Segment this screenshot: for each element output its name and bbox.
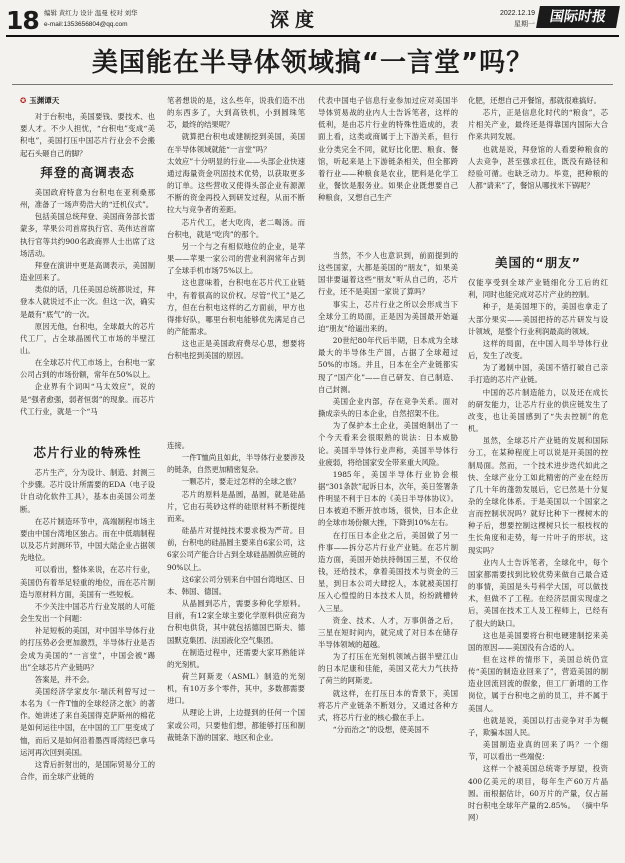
article-paragraph: 在芯片制造环节中，高端制程市场主要由中国台湾地区独占。而在中低端制程以及芯片封测环节，中国大陆企业占据领先地位。 [20,516,155,563]
publication-weekday: 星期一 [514,21,535,28]
article-paragraph: 虽然，全球芯片产业链的发展和国际分工，在某种程度上可以说是开美国的控制局面。然而，一个技术进步迭代如此之快、全球产业分工如此精密的产业在经历了几十年的蓬勃发展后，它已然是十分复杂的全球化体系。于是美国以一个国家之言而控制状况吗？就好比种下一棵树木的种子后，想要控制这棵树只长一根枝杈的生长角度和走势，每一片叶子的形状，这现实吗？ [468,436,608,555]
article-paragraph: 当然，不少人也意识到，前面提到的这些国家，大都是美国的“朋友”，如果美国非要逼着这些“朋友”听从自己的，芯片行业，还不是美国一家说了算吗？ [318,251,458,297]
article-paragraph: 包括美国总统拜登、美国商务部长雷蒙多，苹果公司首席执行官、英伟达首席执行官等共约900名政商界人士出席了这场活动。 [20,212,155,258]
article-paragraph: 这背后折射出的，是国际贸易分工的合作，而全球产业链的 [20,759,155,782]
article-paragraph: 企业界有个词叫“马太效应”，说的是“强者愈强，弱者恒弱”的现象。而芯片代工行业，就是一个“马 [20,382,155,416]
article-column-2 [167,95,305,435]
newspaper-logo: 国际时报 [536,6,620,28]
article-paragraph: 美国经济学家皮尔·瑞沃利曾写过一本名为《一件T恤的全球经济之旅》的著作。她讲述了来自美国得克萨斯州的棉花是如何运往中国，在中国的工厂里变成了恤，而后又是如何沿着墨西哥湾经巴拿马运河再次回到美国。 [20,686,155,757]
article-paragraph: 硅晶片对提纯技术要求极为严苛。目前，台积电的硅晶圆主要来自6家公司，这6家公司产能合计占到全球硅晶圆供应链的90%以上。 [167,526,305,572]
article-paragraph: 事实上，芯片行业之所以会形成当下全球分工的局面，正是因为美国最开始逼迫“朋友”给逼出来的。 [318,299,458,333]
article-paragraph: 业内人士告诉笔者，全球化中，每个国家都需要找到比较优势来做自己最合适的事情，美国是头号科学大国，可以做技术，但做不了工程。在经济层面实现虚之后，美国在技术工人及工程师上，已经有了很大的缺口。 [468,557,608,628]
article-paragraph: 种子，是美国埋下的，美国也拿走了大部分果实——美国把持的芯片研发与设计领域，是整个行业利润最高的领域。 [468,302,608,336]
article-column-3 [318,95,458,235]
article-paragraph: 在打压日本企业之后，美国做了另一件事——拆分芯片行业产业链。在芯片制造方面，美国开始扶持韩国三星，不仅给钱，还给技术，拿着美国技术与资金的三星，到日本公司大肆挖人，本就被美国打压入心惶惶的日本技术人员，纷纷跳槽转入三星。 [318,530,458,613]
section-title: 深度 [270,9,321,31]
article-paragraph: 不少关注中国芯片行业发展的人可能会生发出一个问题： [20,601,155,624]
article-paragraph: 在全球芯片代工市场上，台积电一家公司占到的市场份额，常年在50%以上。 [20,358,155,380]
article-paragraph: 20世纪80年代后半期，日本成为全球最大的半导体生产国，占据了全球超过50%的市场。并且，日本在全产业链都实现了“国产化”——自己研发、自己制造、自己封测。 [318,336,458,394]
article-paragraph: 资金、技术、人才，万事俱备之后，三星在短时间内，就完成了对日本在储存半导体领域的超越。 [318,615,458,649]
article-paragraph: 美国政府特意为台积电在亚利桑那州，准备了一场声势浩大的“迁机仪式”。 [20,187,155,210]
article-paragraph: 也就是说，拜登馆的人看要种粮食的人去竞争，甚至强求扛住，既没有路径和经验可循。也缺乏动力。毕竟，把种粮的人都“请来”了，餐馆从哪找米下锅呢？ [468,144,608,191]
editor-credits-names: 编辑 黄红力 设计 温曼 校对 刘华 [44,10,138,17]
editor-credits [44,8,138,30]
section-subheading: 拜登的高调表态 [40,164,135,180]
article-paragraph: 一件T恤尚且如此，半导体行业要涉及的链条，自然更加精密复杂。 [167,453,305,475]
article-paragraph: 但在这样的情形下，美国总统仍宣传“美国的制造业回来了”，营造美国的制造业回流回流的假象，但工厂新增的工作岗位，属于台积电之前的员工，并不属于美国人。 [468,655,608,713]
headline-rule [12,84,613,85]
article-paragraph: 仅能享受到全球产业链细化分工后的红利，同时也能完成对芯片产业的控制。 [468,278,608,300]
article-paragraph: 在制造过程中，还需要大家耳熟能详的光刻机。 [167,647,305,669]
masthead-rule [6,35,619,37]
article-paragraph: 为了保护本土企业，美国炮制出了一个今天看来会很眼熟的说法：日本威胁论。美国半导体行业声称，美国半导体行业疲弱，将给国家安全带来重大风险。 [318,421,458,467]
article-paragraph: 1985年，美国半导体行业协会根据“301条款”起诉日本，次年，美日签署条件明显不利于日本的《美日半导体协议》。日本被迫不断开放市场，很快，日本企业的全球市场份额大挫，下降到10%左右。 [318,469,458,528]
article-paragraph: “分而治之”的设想，使美国不 [332,725,430,735]
masthead [0,0,625,40]
author-star-icon: ✪ [20,96,27,105]
author-name: 玉渊谭天 [29,96,60,105]
article-paragraph: 拜登在演讲中更是高调表示，美国制造业回来了。 [20,260,155,283]
article-column-6 [167,440,305,858]
article-column-1 [20,95,155,435]
article-column-7 [318,250,458,858]
article-paragraph: 这6家公司分别来自中国台湾地区、日本、韩国、德国。 [167,574,305,596]
article-paragraph: 原因无他，台积电，全球最大的芯片代工厂，占全球晶圆代工市场的半壁江山。 [20,321,155,355]
article-headline: 美国能在半导体领域搞“一言堂”吗？ [91,48,534,78]
article-paragraph: 代表中国电子信息行业参加过应对美国半导体贸易战的业内人士告诉笔者，这样的低利，是由芯片行业的特殊性造成的，表面上看，这类或商属于上下游关系，但行业分类完全不同，就好比化肥、粮食、餐馆，听起来是上下游链条相关，但全都跨着行业——种粮食是农业，肥料是化学工业，餐饮是服务业。如果企业既想要自己种粮食，又想自己生产 [318,96,458,203]
article-paragraph: 芯片的原料是晶圆，晶圆，就是硅晶片，它由石英砂这样的硅原材料不断提纯而来。 [167,489,305,523]
article-paragraph: 这样一个被美国总统寄予厚望，投资400亿美元的项目，每年生产60万片晶圆。而根据估计，60万片的产量，仅占届时台积电全球年产量的2.85%。 （摘中华网） [468,764,608,823]
article-paragraph: 补足短板的美国，对中国半导体行业的打压势必会更加激烈，半导体行业是否会成为美国的“一言堂”，中国会被“踢出”全球芯片产业链吗？ [20,626,155,672]
article-paragraph: 就算把台积电或建制挖到美国，美国在半导体领域就能“一言堂”吗？ [167,132,305,154]
article-paragraph: 为了遏制中国，美国不惜打破自己亲手打造的芯片产业链。 [468,363,608,385]
article-paragraph: 答案是，并不会。 [34,674,94,684]
article-column-4 [468,95,608,235]
article-paragraph: 太效应”十分明显的行业——头部企业快速通过海量资金巩固技术优势，以获取更多的订单。这些营收又使得头部企业有源源不断的资金再投入到研发过程，从而不断拉大与竞争者的差距。 [167,156,305,215]
article-paragraph: 化肥，还想自己开餐馆，那就很难搞好。 [468,96,602,105]
article-paragraph: 类似的话，几任美国总统都说过，拜登本人就说过不止一次。但这一次，确实是最有“底气”的一次。 [20,285,155,319]
article-column-8 [468,250,608,858]
article-paragraph: 这也意味着，台积电在芯片代工业链中，有着很高的议价权。尽管“代工”是乙方，但在台积电这样的乙方面前，甲方也得排好队，哪里台积电能够优先满足自己的产能需求。 [167,278,305,336]
article-paragraph: 芯片生产，分为设计、制造、封测三个步骤。芯片设计所需要的EDA（电子设计自动化软件工具），基本由美国公司垄断。 [20,468,155,514]
article-paragraph: 这也是美国要将台积电硬建制挖来美国的原因——美国没有合适的人。 [468,630,608,652]
article-paragraph: 从理论上讲，上边提到的任何一个国家或公司，只要他们想，都能够打压和制裁链条下游的国家、地区和企业。 [167,708,305,742]
article-paragraph: 就这样，在打压日本的背景下，美国将芯片产业链条不断划分，又通过各种方式，将芯片行业的核心撒在手上。 [318,688,458,722]
article-paragraph: 为了打压在光刻机领域占据半壁江山的日本尼康和佳能，美国又花大力气扶持了荷兰的阿斯麦。 [318,652,458,686]
article-paragraph: 对于台积电，美国要钱、要技术、也要人才。不少人担忧，“台积电”变成“美积电”，美国打压中国芯片行业会不会搬起石头砸自己的脚？ [20,112,155,158]
article-paragraph: 另一个与之有相似地位的企业，是苹果——苹果一家公司的营业利润常年占到了全球手机市场75%以上。 [167,241,305,276]
article-paragraph: 也就是说，美国以打击竞争对手为幌子，欺骗本国人民。 [468,715,608,737]
article-paragraph: 芯片，正是信息化时代的“粮食”，芯片相关产业，最终还是得靠国内国际大合作来共同发展。 [468,108,608,142]
section-subheading: 芯片行业的特殊性 [33,445,142,460]
publication-date-value: 2022.12.19 [499,10,535,17]
article-paragraph: 笔者想说的是，这么些年，说我们造不出的东西多了，大到高铁机，小到圆珠笔芯，最终的结果呢？ [167,96,305,130]
section-subheading: 美国的“朋友” [495,255,581,270]
article-paragraph: 美国企业内部，存在竞争关系。面对撕成亲头的日本企业，自然招架不住。 [318,396,458,419]
article-paragraph: 芯片代工，老大吃肉，老二喝汤。而台积电，就是“吃肉”的那个。 [167,217,305,239]
article-paragraph: 从晶圆到芯片，需要多种化学原料。目前，有12家全球主要化学原料供应商为台积电供货，其中就包括德国巴斯夫、德国默克集团、法国液化空气集团。 [167,599,305,645]
article-column-5 [20,440,155,858]
article-paragraph: 这样的局面，在中国入局半导体行业后，发生了改变。 [468,338,608,361]
publication-date [480,8,535,30]
article-paragraph: 这也正是美国政府费尽心思，想要将台积电挖到美国的原因。 [167,339,305,361]
article-paragraph: 中国的芯片制造能力，以及还在成长的研发能力，让芯片行业的供应链发生了改变，也让美国感到了“失去控制”的危机。 [468,387,608,434]
page-number: 18 [6,6,39,35]
article-paragraph: 荷兰阿斯麦（ASML）制造的光刻机，有10万多个零件，其中，多数都需要进口。 [167,671,305,706]
article-paragraph: 连接。 [167,441,190,450]
article-paragraph: 可以看出，整体来说，在芯片行业，美国仍有着举足轻重的地位，而在芯片制造与原材料方面，美国有一些短板。 [20,565,155,599]
article-paragraph: 一颗芯片，要走过怎样的全球之旅？ [181,477,301,487]
article-author [20,95,155,107]
article-paragraph: 美国制造业真的回来了吗？一个细节，可以看出一些端倪： [468,740,608,762]
editor-credits-email: e-mail:1353656804@qq.com [44,21,128,28]
